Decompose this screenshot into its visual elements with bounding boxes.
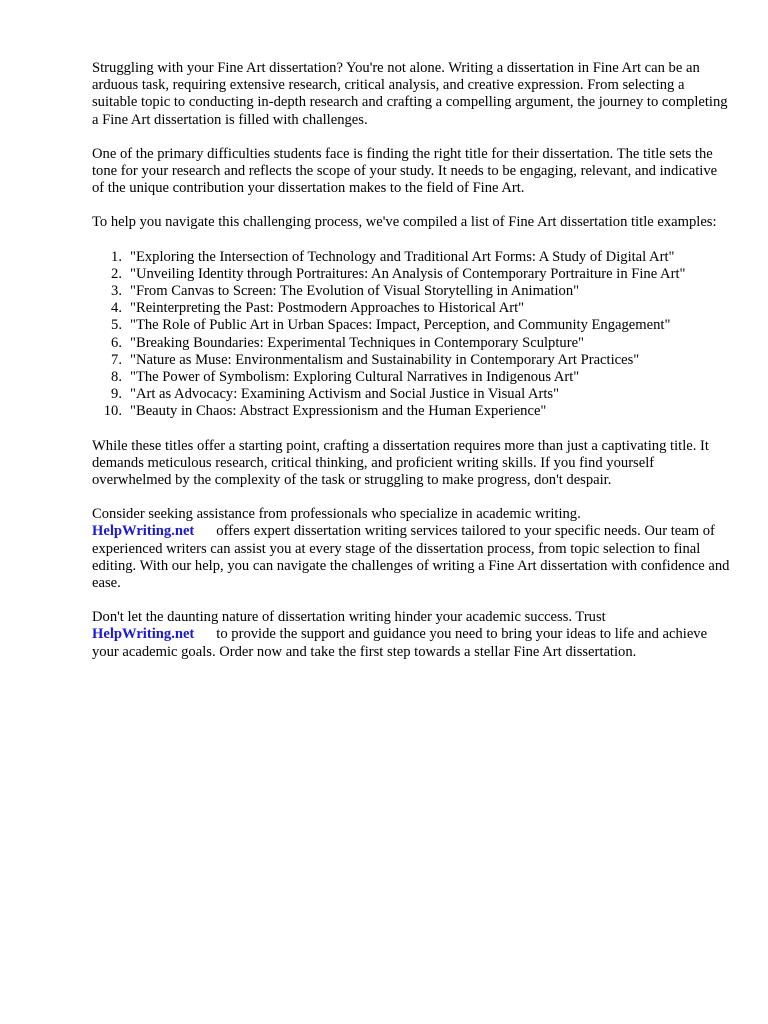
- list-item: [92, 283, 732, 300]
- list-item: [92, 249, 732, 266]
- list-item-text: "Exploring the Intersection of Technology and Traditional Art Forms: A Study of Digital Art": [130, 248, 675, 265]
- list-item-text: "From Canvas to Screen: The Evolution of Visual Storytelling in Animation": [130, 283, 580, 300]
- closing-paragraph: [92, 609, 732, 661]
- list-item-text: "Art as Advocacy: Examining Activism and Social Justice in Visual Arts": [130, 386, 560, 403]
- list-item-text: "Beauty in Chaos: Abstract Expressionism and the Human Experience": [130, 403, 547, 420]
- list-item: [92, 403, 732, 420]
- list-item: [92, 317, 732, 334]
- list-item: [92, 266, 732, 283]
- list-item: [92, 335, 732, 352]
- list-item-text: "Breaking Boundaries: Experimental Techniques in Contemporary Sculpture": [130, 334, 585, 351]
- title-paragraph: One of the primary difficulties students face is finding the right title for their dissertation. The title sets the tone for your research and reflects the scope of your study. It needs to be engaging, relevant, and indicative of the unique contribution your dissertation makes to the field of Fine Art.: [92, 145, 718, 197]
- list-item-text: "Nature as Muse: Environmentalism and Sustainability in Contemporary Art Practices": [130, 351, 640, 368]
- list-item-number: 10.: [103, 403, 122, 420]
- title-examples-list: [92, 249, 732, 421]
- after-list-paragraph: While these titles offer a starting point, crafting a dissertation requires more than just a captivating title. It demands meticulous research, critical thinking, and proficient writing skills. If you find yourself overwhelmed by the complexity of the task or struggling to make progress, don't despair.: [92, 437, 709, 489]
- assistance-lead-text: Consider seeking assistance from professionals who specialize in academic writing.: [92, 506, 581, 523]
- list-item-text: "The Power of Symbolism: Exploring Cultural Narratives in Indigenous Art": [130, 369, 580, 386]
- assistance-rest-text: offers expert dissertation writing services tailored to your specific needs. Our team of experienced writers can assist you at every stage of the dissertation process, from topic selection to final editing. With our help, you can navigate the challenges of writing a Fine Art dissertation with confidence and ease.: [92, 523, 730, 592]
- helpwriting-link[interactable]: HelpWriting.net: [92, 626, 195, 643]
- list-item: [92, 300, 732, 317]
- list-item: [92, 352, 732, 369]
- list-item-text: "Reinterpreting the Past: Postmodern Approaches to Historical Art": [130, 300, 525, 317]
- list-item-text: "Unveiling Identity through Portraitures: An Analysis of Contemporary Portraiture in Fine Art": [130, 265, 686, 282]
- closing-rest-text: to provide the support and guidance you need to bring your ideas to life and achieve your academic goals. Order now and take the first step towards a stellar Fine Art dissertation.: [92, 626, 708, 660]
- list-intro-paragraph: To help you navigate this challenging process, we've compiled a list of Fine Art dissertation title examples:: [92, 214, 717, 231]
- list-item-number: 5.: [111, 317, 122, 334]
- document-page: [92, 60, 732, 678]
- list-item-number: 4.: [111, 300, 122, 317]
- list-item-number: 7.: [111, 351, 122, 368]
- list-item: [92, 369, 732, 386]
- list-item-number: 8.: [111, 369, 122, 386]
- list-item-number: 3.: [111, 283, 122, 300]
- list-item-text: "The Role of Public Art in Urban Spaces: Impact, Perception, and Community Engagement": [130, 317, 671, 334]
- assistance-paragraph: [92, 506, 732, 592]
- closing-lead-text: Don't let the daunting nature of dissertation writing hinder your academic success. Trust: [92, 609, 606, 626]
- intro-paragraph: Struggling with your Fine Art dissertation? You're not alone. Writing a dissertation in Fine Art can be an arduous task, requiring extensive research, critical analysis, and creative expression. From selecting a suitable topic to conducting in-depth research and crafting a compelling argument, the journey to completing a Fine Art dissertation is filled with challenges.: [92, 60, 728, 128]
- helpwriting-link[interactable]: HelpWriting.net: [92, 523, 195, 540]
- list-item: [92, 386, 732, 403]
- list-item-number: 6.: [111, 334, 122, 351]
- list-item-number: 1.: [111, 248, 122, 265]
- list-item-number: 2.: [111, 265, 122, 282]
- list-item-number: 9.: [111, 386, 122, 403]
